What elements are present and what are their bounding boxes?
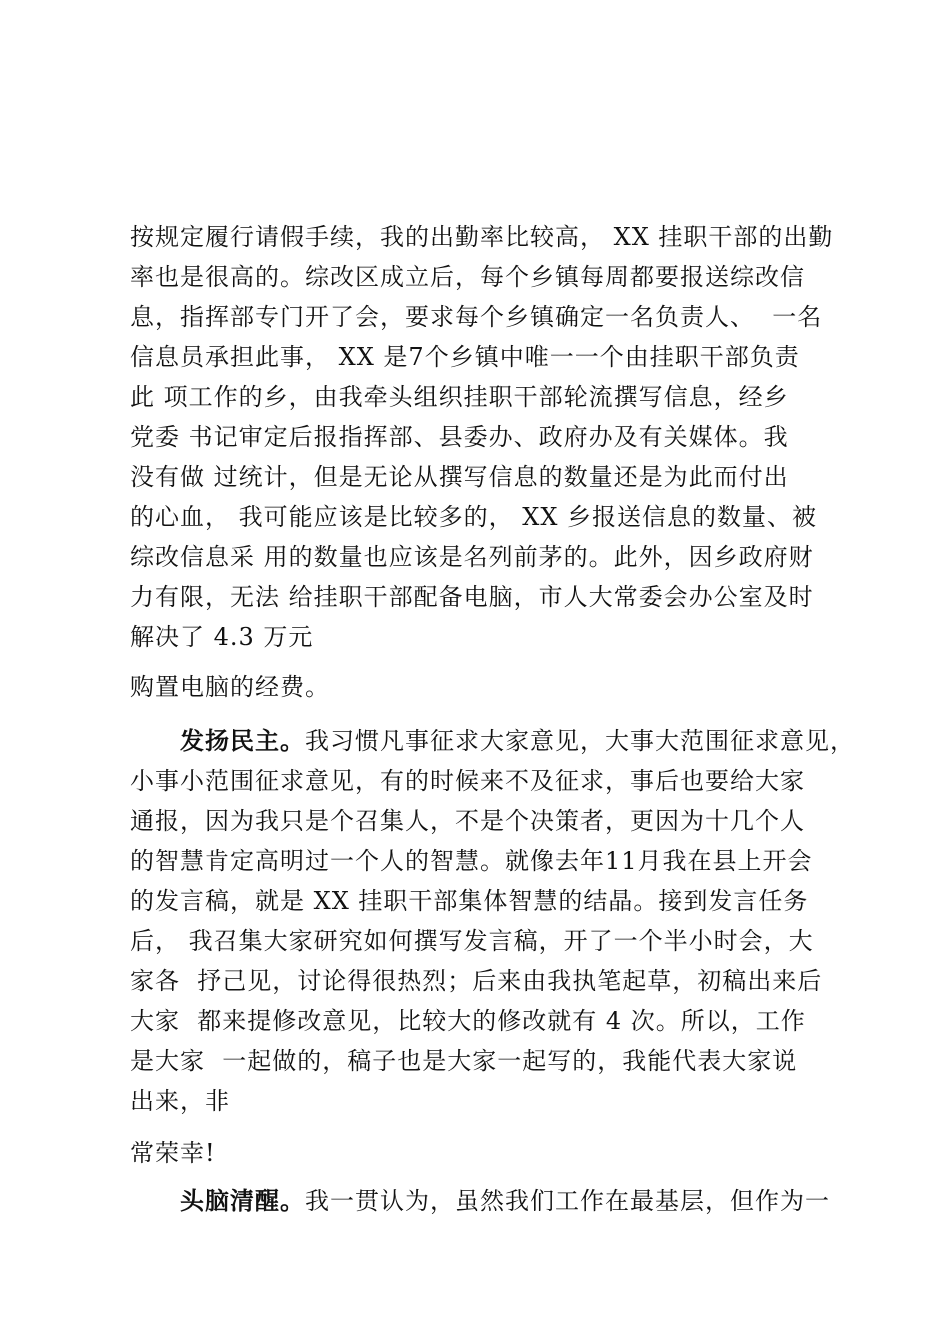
text-line-first xyxy=(180,1186,830,1216)
text-line: 后， 我召集大家研究如何撰写发言稿，开了一个半小时会，大 xyxy=(130,927,814,955)
text-line: 力有限，无法 给挂职干部配备电脑，市人大常委会办公室及时 xyxy=(130,583,814,611)
text-line-rest: 我习惯凡事征求大家意见，大事大范围征求意见， xyxy=(305,727,855,755)
paragraph-lead-heading: 发扬民主。 xyxy=(180,727,305,755)
text-line: 的智慧肯定高明过一个人的智慧。就像去年11月我在县上开会 xyxy=(130,847,813,875)
text-line: 通报，因为我只是个召集人，不是个决策者，更因为十几个人 xyxy=(130,807,805,835)
text-line-rest: 我一贯认为，虽然我们工作在最基层，但作为一 xyxy=(305,1187,830,1215)
text-line: 信息员承担此事， XX 是7个乡镇中唯一一个由挂职干部负责 xyxy=(130,343,800,371)
text-line: 率也是很高的。综改区成立后，每个乡镇每周都要报送综改信 xyxy=(130,263,805,291)
text-line: 是大家 一起做的，稿子也是大家一起写的，我能代表大家说 xyxy=(130,1047,798,1075)
text-line: 按规定履行请假手续，我的出勤率比较高， XX 挂职干部的出勤 xyxy=(130,223,834,251)
text-line: 小事小范围征求意见，有的时候来不及征求，事后也要给大家 xyxy=(130,767,805,795)
text-line: 家各 抒己见，讨论得很热烈；后来由我执笔起草，初稿出来后 xyxy=(130,967,823,995)
text-line: 常荣幸! xyxy=(130,1139,216,1167)
text-line: 此 项工作的乡，由我牵头组织挂职干部轮流撰写信息，经乡 xyxy=(130,383,789,411)
text-line: 没有做 过统计，但是无论从撰写信息的数量还是为此而付出 xyxy=(130,463,789,491)
text-line-first xyxy=(180,726,855,756)
text-line: 解决了 4.3 万元 xyxy=(130,623,314,651)
text-line: 大家 都来提修改意见，比较大的修改就有 4 次。所以，工作 xyxy=(130,1007,806,1035)
text-line: 党委 书记审定后报指挥部、县委办、政府办及有关媒体。我 xyxy=(130,423,789,451)
text-line: 购置电脑的经费。 xyxy=(130,673,330,701)
text-line: 的发言稿，就是 XX 挂职干部集体智慧的结晶。接到发言任务 xyxy=(130,887,809,915)
paragraph-lead-heading: 头脑清醒。 xyxy=(180,1187,305,1215)
text-line: 息，指挥部专门开了会，要求每个乡镇确定一名负责人、 一名 xyxy=(130,303,823,331)
text-line: 的心血， 我可能应该是比较多的， XX 乡报送信息的数量、被 xyxy=(130,503,818,531)
text-line: 出来，非 xyxy=(130,1087,230,1115)
text-line: 综改信息采 用的数量也应该是名列前茅的。此外，因乡政府财 xyxy=(130,543,814,571)
